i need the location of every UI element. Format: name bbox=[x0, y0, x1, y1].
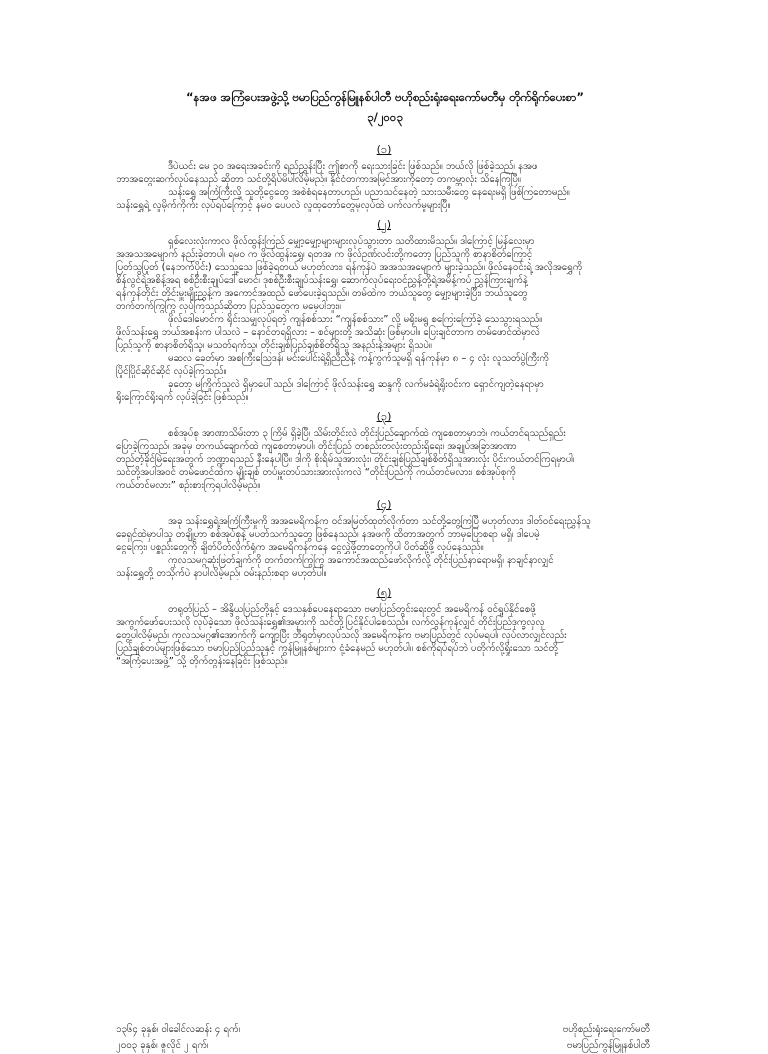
paragraph-line: ခုတော့ မကြိုက်သူလဲ ရှိမှာပေါ်သည်၊ ဒါကြောင့် ဖိုလ်သန်းရွှေ ဆန္ဒကို လက်မခံရဲ့ရိုးဝင်းက ရှောင်ကျတဲ့နေရာမှာ bbox=[168, 379, 544, 390]
footer-date-western: ၂၀၀၃ ခုနှစ်၊ ဇူလိုင် ၂ ရက်၊ bbox=[116, 1040, 209, 1051]
section-number: (၄) bbox=[376, 498, 392, 511]
section-number: (၂) bbox=[377, 218, 391, 231]
paragraph bbox=[116, 235, 650, 313]
paragraph bbox=[116, 352, 650, 378]
paragraph-line: ကုလသမဂ္ဂဆုံးဖြတ်ချက်ကို တက်တက်ကြွကြွ အကောင်အထည်ဖော်လိုက်လို့ တိုင်းပြည်နာရောမရှိ၊ နာချင်နာလျှင် bbox=[168, 555, 554, 566]
paragraph bbox=[116, 186, 650, 212]
paragraph bbox=[116, 313, 650, 352]
paragraph bbox=[116, 603, 650, 668]
paragraph-line: အခု သန်းရွှေရဲ့အကြံကြီးမှုကို အအမေရိကန်က ဝင်အမြတ်ထုတ်လိုက်တာ သင်တို့တွေ့ကြပြီ မဟုတ်လား၊ ဒါတ်ဝင်ရေးညွှန်သူ bbox=[168, 516, 591, 527]
paragraph-line: ပြတ်သွပြုတ် (နေဘက်ပိုင်း) သေသူ့သေ ဖြစ်ခဲ့ရတယ် မဟုတ်လား၊ ရန်ကုန်ပဲ အအသအမျောက် များခဲ့သည်။ ဖိုလ်နေဝင်းရဲ့ အလိုအရွှေကို bbox=[116, 262, 583, 273]
paragraph bbox=[116, 160, 650, 186]
section-number: (၃) bbox=[376, 410, 392, 423]
paragraph-line: သန်းရွှေတို့ တသိုက်ပဲ နာပါလိမ့်မည်၊ ဝမ်းနည်းစရာ မဟုတ်ပါ။ bbox=[116, 568, 327, 579]
document-title: “နအဖ အကြံပေးအဖွဲ့သို့ ဗမာပြည်ကွန်မြူနစ်ပါတီ ဗဟိုစည်းရုံးရေးကော်မတီမှ တိုက်ရိုက်ပေးစာ” bbox=[186, 90, 584, 104]
footer-signatory-committee: ဗဟိုစည်းရုံးရေးကော်မတီ bbox=[562, 1024, 650, 1035]
paragraph-line: ဖိုလ်ဒေါမောင်က ရိုင်းသမျှလုပ်ရတဲ့ ကျန်စစ်သား “ကျန်စစ်သား” လို့ မရိုးမရွ စကြေးကြော်ခဲ့ သေသွားရသည်။ bbox=[168, 314, 543, 325]
paragraph bbox=[116, 378, 650, 404]
paragraph-line: ကယ်တင်မလား” စဉ်းစားကြရပါလိမ့်မည်။ bbox=[116, 480, 261, 491]
paragraph-line: တရုတ်ပြည် – အိန္ဒိယပြည်တို့နှင့် ဒေသနှစ်ပေနေရာသော ဗမာပြည်တွင်းရေးတွင် အမေရိကန် ဝင်ရှုပ်နိုင်စေဖို့ bbox=[168, 604, 536, 615]
paragraph-line: ပြောခဲ့ကြသည်၊ အခုမှ တကယ်ချောက်ထဲ ကျစေတာမှာပါ၊ တိုင်းပြည် တစည်းတလုံးတည်းရှိရေး၊ အချုပ်အခြာအာဏာ bbox=[116, 441, 517, 452]
paragraph-line: “အကြံပေးအဖွဲ့” သို့ တိုက်တွန်းနေခြင်း ဖြစ်သည်။ bbox=[116, 656, 288, 667]
paragraph-line: ရိုးကြောင်ရိုးရက် လုပ်ခဲ့ခြင်း ဖြစ်သည်။ bbox=[116, 392, 249, 403]
paragraph-line: ငွေကြေး၊ ပစ္စည်းတွေကို ချိတ်ပိတ်လိုက်ရုံက အမေရိကန်ကနေ ငွေလွှဲဖို့တာတွေကိုပါ ပိတ်ဆို့ဖို့ လုပ်နေသည်။ bbox=[116, 542, 484, 553]
paragraph-line: ဒီပဲယင်း မေ ၃၀ အရေးအခင်းကို ရည်ညွှန်းပြီး ဤစာကို ရေးသားခြင်း ဖြစ်သည်။ ဘယ်လို ဖြစ်ခဲ့သည်၊ နအဖ bbox=[168, 161, 538, 172]
paragraph-line: တည်တံ့ခိုင်မြဲရေးအတွက် ဘဏ္ဍာရသည် နီးနေပါပြီ။ ဒါကို စိုးရိမ်သူအားလုံး၊ တိုင်းချစ်ပြည်ချစ်စိတ်ရှိသူအားလုံး ပိုင်းကယ်တင်ကြရမှာပါ၊ bbox=[116, 454, 575, 465]
section-number: (၅) bbox=[376, 586, 392, 599]
paragraph bbox=[116, 427, 650, 492]
paragraph-line: တက်တက်ကြွကြွ လုပ်ကြသည်ဆိုတာ ပြည်သူတွေက မမေ့ပါဘူး။ bbox=[116, 301, 341, 312]
paragraph-line: ဖိုလ်သန်းရွှေ ဘယ်အစန်းက ပါသလဲ – နောင်တရရှိလား – စင်များတို့ အသိဆုံး ဖြစ်မှာပါ။ ပြေးချင်တာက တမ်ဖောင်ထဲမှာလဲ bbox=[116, 327, 540, 338]
document-number: ၃/၂၀၀၃ bbox=[367, 110, 403, 124]
paragraph-line: ရန်ကုန်တိုင်း တိုင်းမှူးမျိုးညွှန့်က အကောင်အထည် ဖော်ပေးခဲ့ရသည်။ တမ်ထဲက ဘယ်သူတွေ မျှော့များခဲ့ပြီး၊ ဘယ်သူတွေ bbox=[116, 288, 528, 299]
paragraph-line: စိန်လွင်ရဲ့အစိန့်အရ စစ်ဦးစီးချုပ်ဒေါ်မောင်၊ ဒုစစ်ဦးစီးချုပ်သန်းရွှေ၊ ဆောက်လုပ်ရေးဝင်ညွှန့်တို့ရဲ့အမိန့်ကပ် ညွှန်ကြားချက်နဲ့ bbox=[116, 275, 528, 286]
paragraph-line: အကွက်ဖော်ပေးသလို လုပ်ခဲ့သော ဖိုလ်သန်းရွှေ၏အမှားကို သင်တို့ပြင်နိုင်ပါစေသည်။ လက်လွန်ကုန်လျှင် တိုင်းပြည်ဒုက္ခလှလှ bbox=[116, 617, 545, 628]
paragraph-line: ပြည်သူကို စာနာစိတ်ရှိသူ၊ မသတ်ရက်သူ၊ တိုင်းချစ်ပြည်ချစ်စိတ်ရှိသူ အနည်းနဲ့အများ ရှိသပဲ။ bbox=[116, 340, 432, 351]
paragraph-line: ပြိုင်ပြိုင်ဆိုင်ဆိုင် လုပ်ခဲ့ကြသည်။ bbox=[116, 366, 227, 377]
paragraph-line: အအသအမျောက် နည်းခဲ့တာပါ၊ ရမဝ က ဖိုလ်ထွန်းရွှေ၊ ရတအ က ဖိုလ်ဥဏ်လင်းတို့ကတော့ ပြည်သူကို စာနာစိတ်ကြောင့် bbox=[116, 249, 533, 260]
paragraph-line: ခေရှင်ထဲမှာပါသူ တချို့ဟာ စစ်အုပ်စုနဲ့ မပတ်သက်သူတွေ ဖြစ်နေသည်၊ နအဖကို ထိတာအတွက် ဘာမှပြောစရာ မရှိ၊ ဒါပေမဲ့ bbox=[116, 529, 540, 540]
paragraph bbox=[116, 554, 650, 580]
paragraph-line: စစ်အုပ်စု အာဏာသိမ်းတာ ၃ ကြိမ် ရှိခဲ့ပြီ၊ သိမ်းတိုင်းလဲ တိုင်းပြည်ချောက်ထဲ ကျစေတာမှာဘဲ၊ ကယ်တင်ရသည်ရှည်း bbox=[168, 428, 566, 439]
section-number: (၁) bbox=[376, 143, 392, 156]
paragraph-line: မဆလ ခေတ်မှာ အစကြီးသြေဒန်၊ မင်းပေါင်းရဲ့ရှိညီညီနဲ့ ကန့်ကွက်သူမရှိ ရန်ကုန်မှာ ၈ – ၄ လုံး လူသတ်ပွဲကြီးကို bbox=[168, 353, 549, 364]
paragraph-line: ရှစ်လေးလုံးကာလ ဖိုလ်ထွန်းကြည် မျှော့မျှော့များများလုပ်သွားတာ သတိထားမိသည်။ ဒါကြောင့် မြန်လေးမှာ bbox=[168, 236, 535, 247]
paragraph-line: သန်းရွှေရဲ့ လူမိုက်ကိုက်း လုပ်ရပ်ကြောင့် နမဝ ပေပလဲ လူထုတော်တွေမှလုပ်ထဲ ပက်လက်မှုများပြီ။ bbox=[116, 200, 451, 211]
paragraph-line: ပြည်ချစ်တပ်များဖြစ်သော ဗမာပြည်ပြည်သူနှင့် ကွန်မြူနစ်များက ငုံ့ခံနေမည် မဟုတ်ပါ။ စစ်ကိုရပ်ရပ်ဘဲ ပတိုက်လို့ရှိုးသော သင်တို့ bbox=[116, 643, 558, 654]
paragraph-line: သင်တို့အပါအဝင် တမ်ဖောင်ထဲက မျိုးချစ် တပ်မှူးတပ်သားအားလုံးကလဲ “တိုင်းပြည်ကို ကယ်တင်မလား၊ စစ်အုပ်စုကို bbox=[116, 467, 516, 478]
footer-signatory-party: ဗမာပြည်ကွန်မြူနစ်ပါတီ bbox=[566, 1040, 650, 1051]
paragraph bbox=[116, 515, 650, 554]
paragraph-line: တွေ့ပါလိမ့်မည်၊ ကုလသမဂ္ဂ၏အောက်ကို ကျော့ပြီး ဘီရုတ်မှာလုပ်သလို အမေရိကန်က ဗမာပြည်တွင် လုပ်မရပါ၊ လုပ်လာလျှင်လည်း bbox=[116, 630, 567, 641]
paragraph-line: ဘာအတွေးဆက်လုပ်နေသည် ဆိုတာ သင်တို့ရိပ်မိပါလိမ့်မည်။ နိုင်ငံတကာအမြင်အားကိုတော့ တကမ္ဘာလုံး သိနေကြပြီ။ bbox=[116, 174, 521, 185]
paragraph-line: သန်းရွှေ အကြံကြီးလို့ သူတို့ငွေတွေ အစဲစံရနေတာဟည်၊ ပညာသင်နေတဲ့ သားသမီးတွေ နေရေးမရှိ ဖြစ်ကြတောမည်။ bbox=[168, 187, 570, 198]
footer-date-burmese-visible: ၁၃၆၄ ခုနှစ်၊ ဝါခေါင်လဆန်း ၄ ရက်၊ bbox=[116, 1024, 240, 1035]
